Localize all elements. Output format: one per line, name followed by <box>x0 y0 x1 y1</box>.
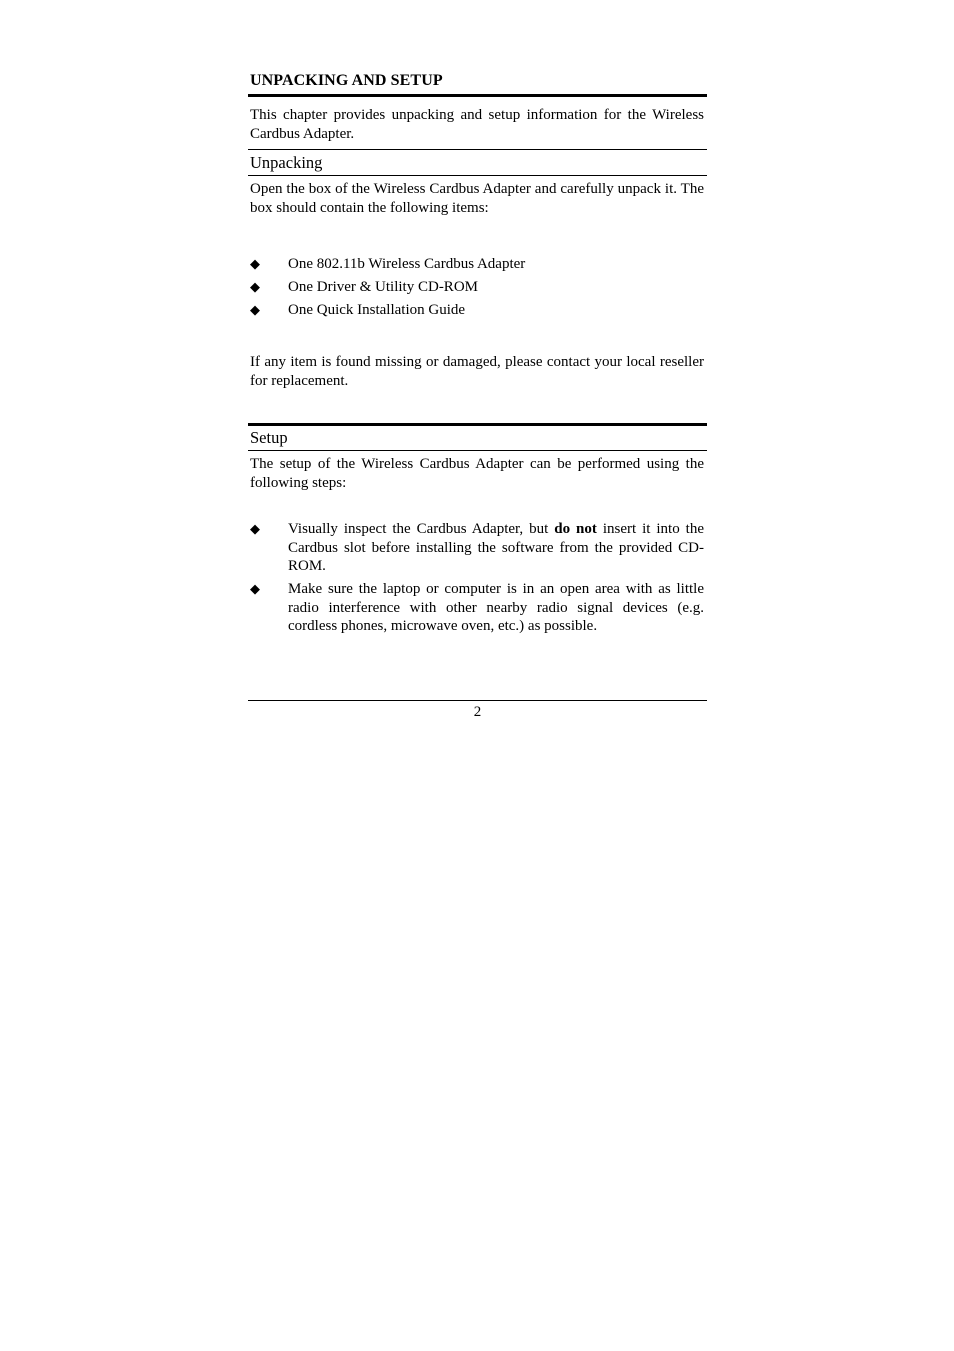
section-rule-top <box>248 149 707 150</box>
chapter-title: UNPACKING AND SETUP <box>250 72 443 89</box>
setup-steps-list <box>250 520 704 640</box>
diamond-bullet-icon: ◆ <box>250 581 260 596</box>
diamond-bullet-icon: ◆ <box>250 521 260 536</box>
list-item-text: One 802.11b Wireless Cardbus Adapter <box>288 256 526 272</box>
chapter-title-rule <box>248 94 707 97</box>
list-item-text: One Driver & Utility CD-ROM <box>288 279 478 295</box>
package-items-list <box>250 255 704 324</box>
list-item <box>250 580 704 636</box>
section-heading-setup: Setup <box>250 428 288 447</box>
section-rule-bottom <box>248 450 707 451</box>
step-text-emphasis: do not <box>554 521 597 537</box>
missing-items-note: If any item is found missing or damaged, please contact your local reseller for replacement. <box>250 354 704 389</box>
page-number: 2 <box>473 704 482 720</box>
section-heading-unpacking: Unpacking <box>250 153 323 172</box>
list-item <box>250 255 704 274</box>
step-text-before: Visually inspect the Cardbus Adapter, but <box>288 521 555 537</box>
diamond-bullet-icon: ◆ <box>250 256 260 271</box>
setup-intro: The setup of the Wireless Cardbus Adapter can be performed using the following steps: <box>250 456 704 491</box>
list-item <box>250 301 704 320</box>
section-rule-bottom <box>248 175 707 176</box>
diamond-bullet-icon: ◆ <box>250 302 260 317</box>
footer-rule <box>248 700 707 701</box>
diamond-bullet-icon: ◆ <box>250 279 260 294</box>
section-rule-top <box>248 423 707 426</box>
step-text-after: insert it into the Cardbus slot before installing the software from the provided CD-ROM. <box>288 521 704 574</box>
list-item <box>250 278 704 297</box>
list-item-text: One Quick Installation Guide <box>288 302 466 318</box>
chapter-intro: This chapter provides unpacking and setup information for the Wireless Cardbus Adapter. <box>250 107 704 142</box>
unpacking-intro: Open the box of the Wireless Cardbus Adapter and carefully unpack it. The box should contain the following items: <box>250 181 704 216</box>
step-text-before: Make sure the laptop or computer is in an open area with as little radio interference with other nearby radio signal devices (e.g. cordless phones, microwave oven, etc.) as possible. <box>288 581 704 634</box>
list-item <box>250 520 704 576</box>
